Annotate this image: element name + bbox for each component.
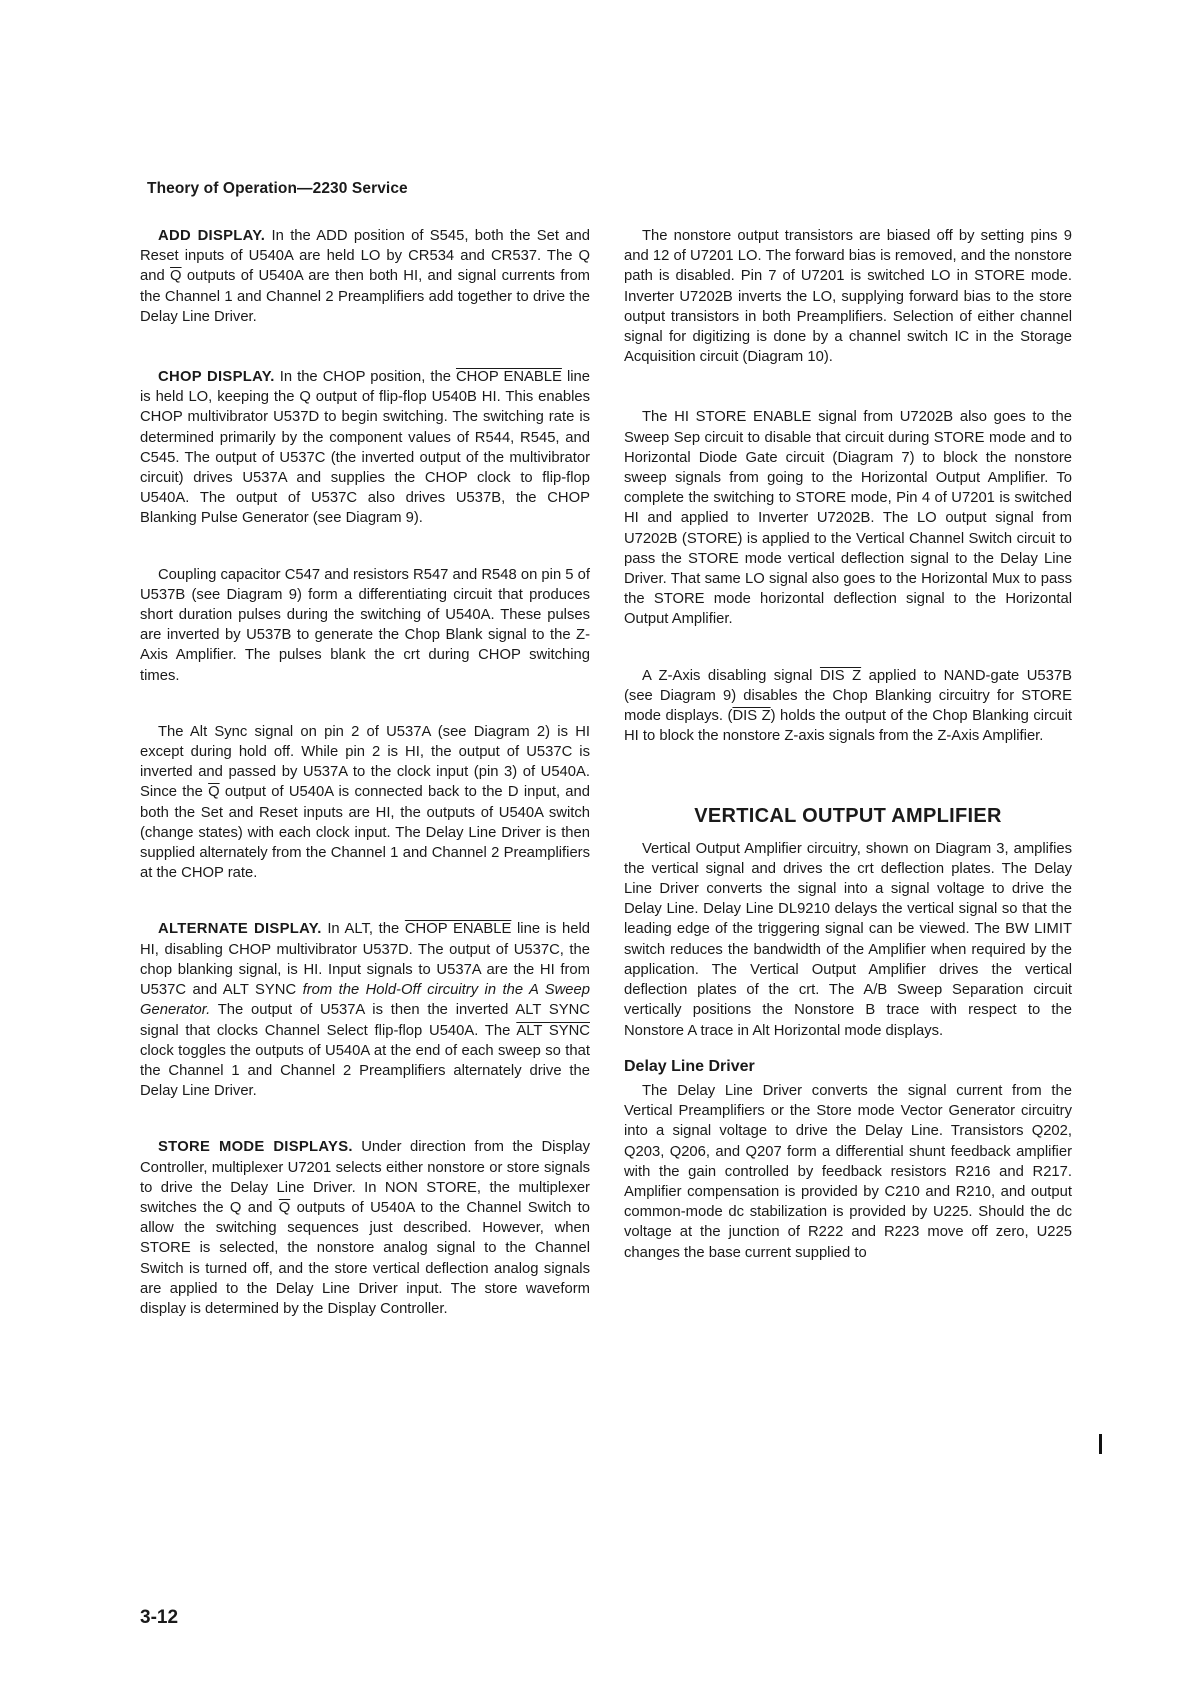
text: In ALT, the — [321, 921, 405, 938]
text: In the ADD position of S545, both the Set and Reset inputs of U540A are held LO by CR534 and CR537. The Q and — [140, 228, 590, 285]
run-in-heading-alternate-display: ALTERNATE DISPLAY. — [158, 921, 322, 938]
text: outputs of U540A to the Channel Switch to allow the switching sequences just described. However, when STORE is selected, the nonstore analog signal to the Channel Switch is turned off, and the store vertical deflection analog signals are applied to the Delay Line Driver input. The store waveform display is determined by the Display Controller. — [140, 1199, 590, 1317]
page-number: 3-12 — [140, 1607, 179, 1628]
dis-z-bar: DIS Z — [819, 667, 862, 684]
alt-sync-bar: ALT SYNC — [516, 1022, 590, 1039]
text: line is held HI, disabling CHOP multivibrator U537D. The output of U537C, the chop blanking signal, is HI. Input signals to U537A are the HI from U537C and ALT SYNC — [140, 921, 590, 999]
text: The Alt Sync signal on pin 2 of U537A (see Diagram 2) is HI except during hold off. While pin 2 is HI, the output of U537C is inverted and passed by U537A to the clock input (pin 3) of U540A. Since the — [140, 723, 590, 801]
dis-z-bar: DIS Z — [732, 708, 771, 725]
section-heading-vertical-output-amplifier: VERTICAL OUTPUT AMPLIFIER — [694, 805, 1002, 828]
text: Under direction from the Display Controller, multiplexer U7201 selects either nonstore or store signals to drive the Delay Line Driver. In NON STORE, the multiplexer switches the Q and — [140, 1139, 590, 1216]
text: ) holds the output of the Chop Blanking circuit HI to block the nonstore Z-axis signals from the Z-Axis Amplifier. — [624, 708, 1072, 745]
text: applied to NAND-gate U537B (see Diagram 9) disables the Chop Blanking circuitry for STORE mode displays. ( — [624, 667, 1072, 725]
text: The output of U537A is then the inverted ALT SYNC signal that clocks Channel Select flip-flop U540A. The — [140, 1002, 590, 1039]
paragraph-alt-sync — [140, 722, 590, 884]
paragraph-nonstore-transistors: The nonstore output transistors are biased off by setting pins 9 and 12 of U7201 LO. The forward bias is removed, and the nonstore path is disabled. Pin 7 of U7201 is switched LO in STORE mode. Inverter U7202B inverts the LO, supplying forward bias to the store output transistors in both Preamplifiers. Selection of either channel signal for digitizing is done by a channel switch IC in the Storage Acquisition circuit (Diagram 10). — [624, 228, 1072, 366]
paragraph-vertical-output-amplifier: Vertical Output Amplifier circuitry, shown on Diagram 3, amplifies the vertical signal and drives the crt deflection plates. The Delay Line Driver converts the signal into a signal voltage to drive the Delay Line. Delay Line DL9210 delays the vertical signal so that the leading edge of the triggering signal can be viewed. The BW LIMIT switch reduces the bandwidth of the Amplifier when required by the application. The Vertical Output Amplifier drives the vertical deflection plates of the crt. The A/B Sweep Separation circuit vertically positions the Nonstore B trace with respect to the Nonstore A trace in Alt Horizontal mode displays. — [624, 840, 1072, 1039]
text: In the CHOP position, the — [274, 369, 456, 386]
chop-enable-bar: CHOP ENABLE — [404, 921, 512, 938]
italic-text: from the Hold-Off circuitry in the A Sweep Generator. — [140, 982, 590, 1019]
run-in-heading-store-mode: STORE MODE DISPLAYS. — [158, 1139, 353, 1156]
paragraph-chop-display — [140, 367, 590, 529]
subsection-heading-delay-line-driver: Delay Line Driver — [624, 1057, 755, 1075]
revision-change-bar — [1099, 1434, 1102, 1454]
paragraph-hi-store-enable: The HI STORE ENABLE signal from U7202B also goes to the Sweep Sep circuit to disable that circuit during STORE mode and to Horizontal Diode Gate circuit (Diagram 7) to block the nonstore sweep signals from going to the Horizontal Output Amplifier. To complete the switching to STORE mode, Pin 4 of U7201 is switched HI and applied to Inverter U7202B. The LO output signal from U7202B (STORE) is applied to the Vertical Channel Switch circuit to pass the STORE mode vertical deflection signal to the Delay Line Driver. That same LO signal also goes to the Horizontal Mux to pass the STORE mode horizontal deflection signal to the Horizontal Output Amplifier. — [624, 409, 1072, 628]
run-in-heading-add-display: ADD DISPLAY. — [158, 228, 266, 244]
paragraph-store-mode-displays — [140, 1137, 590, 1319]
right-column — [624, 226, 1072, 1263]
text: outputs of U540A are then both HI, and signal currents from the Channel 1 and Channel 2 Preamplifiers add together to drive the Delay Line Driver. — [140, 268, 590, 325]
paragraph-z-axis-disable — [624, 666, 1072, 747]
text: A Z-Axis disabling signal — [642, 667, 820, 684]
text: output of U540A is connected back to the D input, and both the Set and Reset inputs are HI, the outputs of U540A switch (change states) with each clock input. The Delay Line Driver is then supplied alternately from the Channel 1 and Channel 2 Preamplifiers at the CHOP rate. — [140, 784, 590, 882]
paragraph-alternate-display — [140, 919, 590, 1101]
q-bar: $\overline{Q}$ — [170, 268, 182, 285]
paragraph-coupling-capacitor: Coupling capacitor C547 and resistors R547 and R548 on pin 5 of U537B (see Diagram 9) form a differentiating circuit that produces short duration pulses during the switching of U540A. These pulses are inverted by U537B to generate the Chop Blank signal to the Z-Axis Amplifier. The pulses blank the crt during CHOP switching times. — [140, 566, 590, 684]
paragraph-add-display — [140, 226, 590, 327]
left-column — [140, 226, 590, 1319]
text: line is held LO, keeping the Q output of flip-flop U540B HI. This enables CHOP multivibrator U537D to begin switching. The switching rate is determined primarily by the component values of R544, R545, and C545. The output of U537C (the inverted output of the multivibrator circuit) drives U537A and supplies the CHOP clock to flip-flop U540A. The output of U537C also drives U537B, the CHOP Blanking Pulse Generator (see Diagram 9). — [140, 369, 590, 527]
q-bar: $\overline{Q}$ — [208, 784, 220, 801]
paragraph-delay-line-driver: The Delay Line Driver converts the signal current from the Vertical Preamplifiers or the Store mode Vector Generator circuitry into a signal voltage to drive the Delay Line. Transistors Q202, Q203, Q206, and Q207 form a differential shunt feedback amplifier with the gain controlled by feedback resistors R216 and R217. Amplifier compensation is provided by C210 and R210, and output common-mode dc stabilization is provided by U225. Should the dc voltage at the junction of R222 and R223 move off zero, U225 changes the base current supplied to — [624, 1082, 1072, 1261]
q-bar: $\overline{Q}$ — [278, 1199, 291, 1216]
chop-enable-bar: CHOP ENABLE — [455, 369, 562, 386]
run-in-heading-chop-display: CHOP DISPLAY. — [158, 369, 275, 386]
running-head: Theory of Operation—2230 Service — [147, 180, 408, 197]
text: clock toggles the outputs of U540A at the end of each sweep so that the Channel 1 and Channel 2 Preamplifiers alternately drive the Delay Line Driver. — [140, 1042, 590, 1100]
